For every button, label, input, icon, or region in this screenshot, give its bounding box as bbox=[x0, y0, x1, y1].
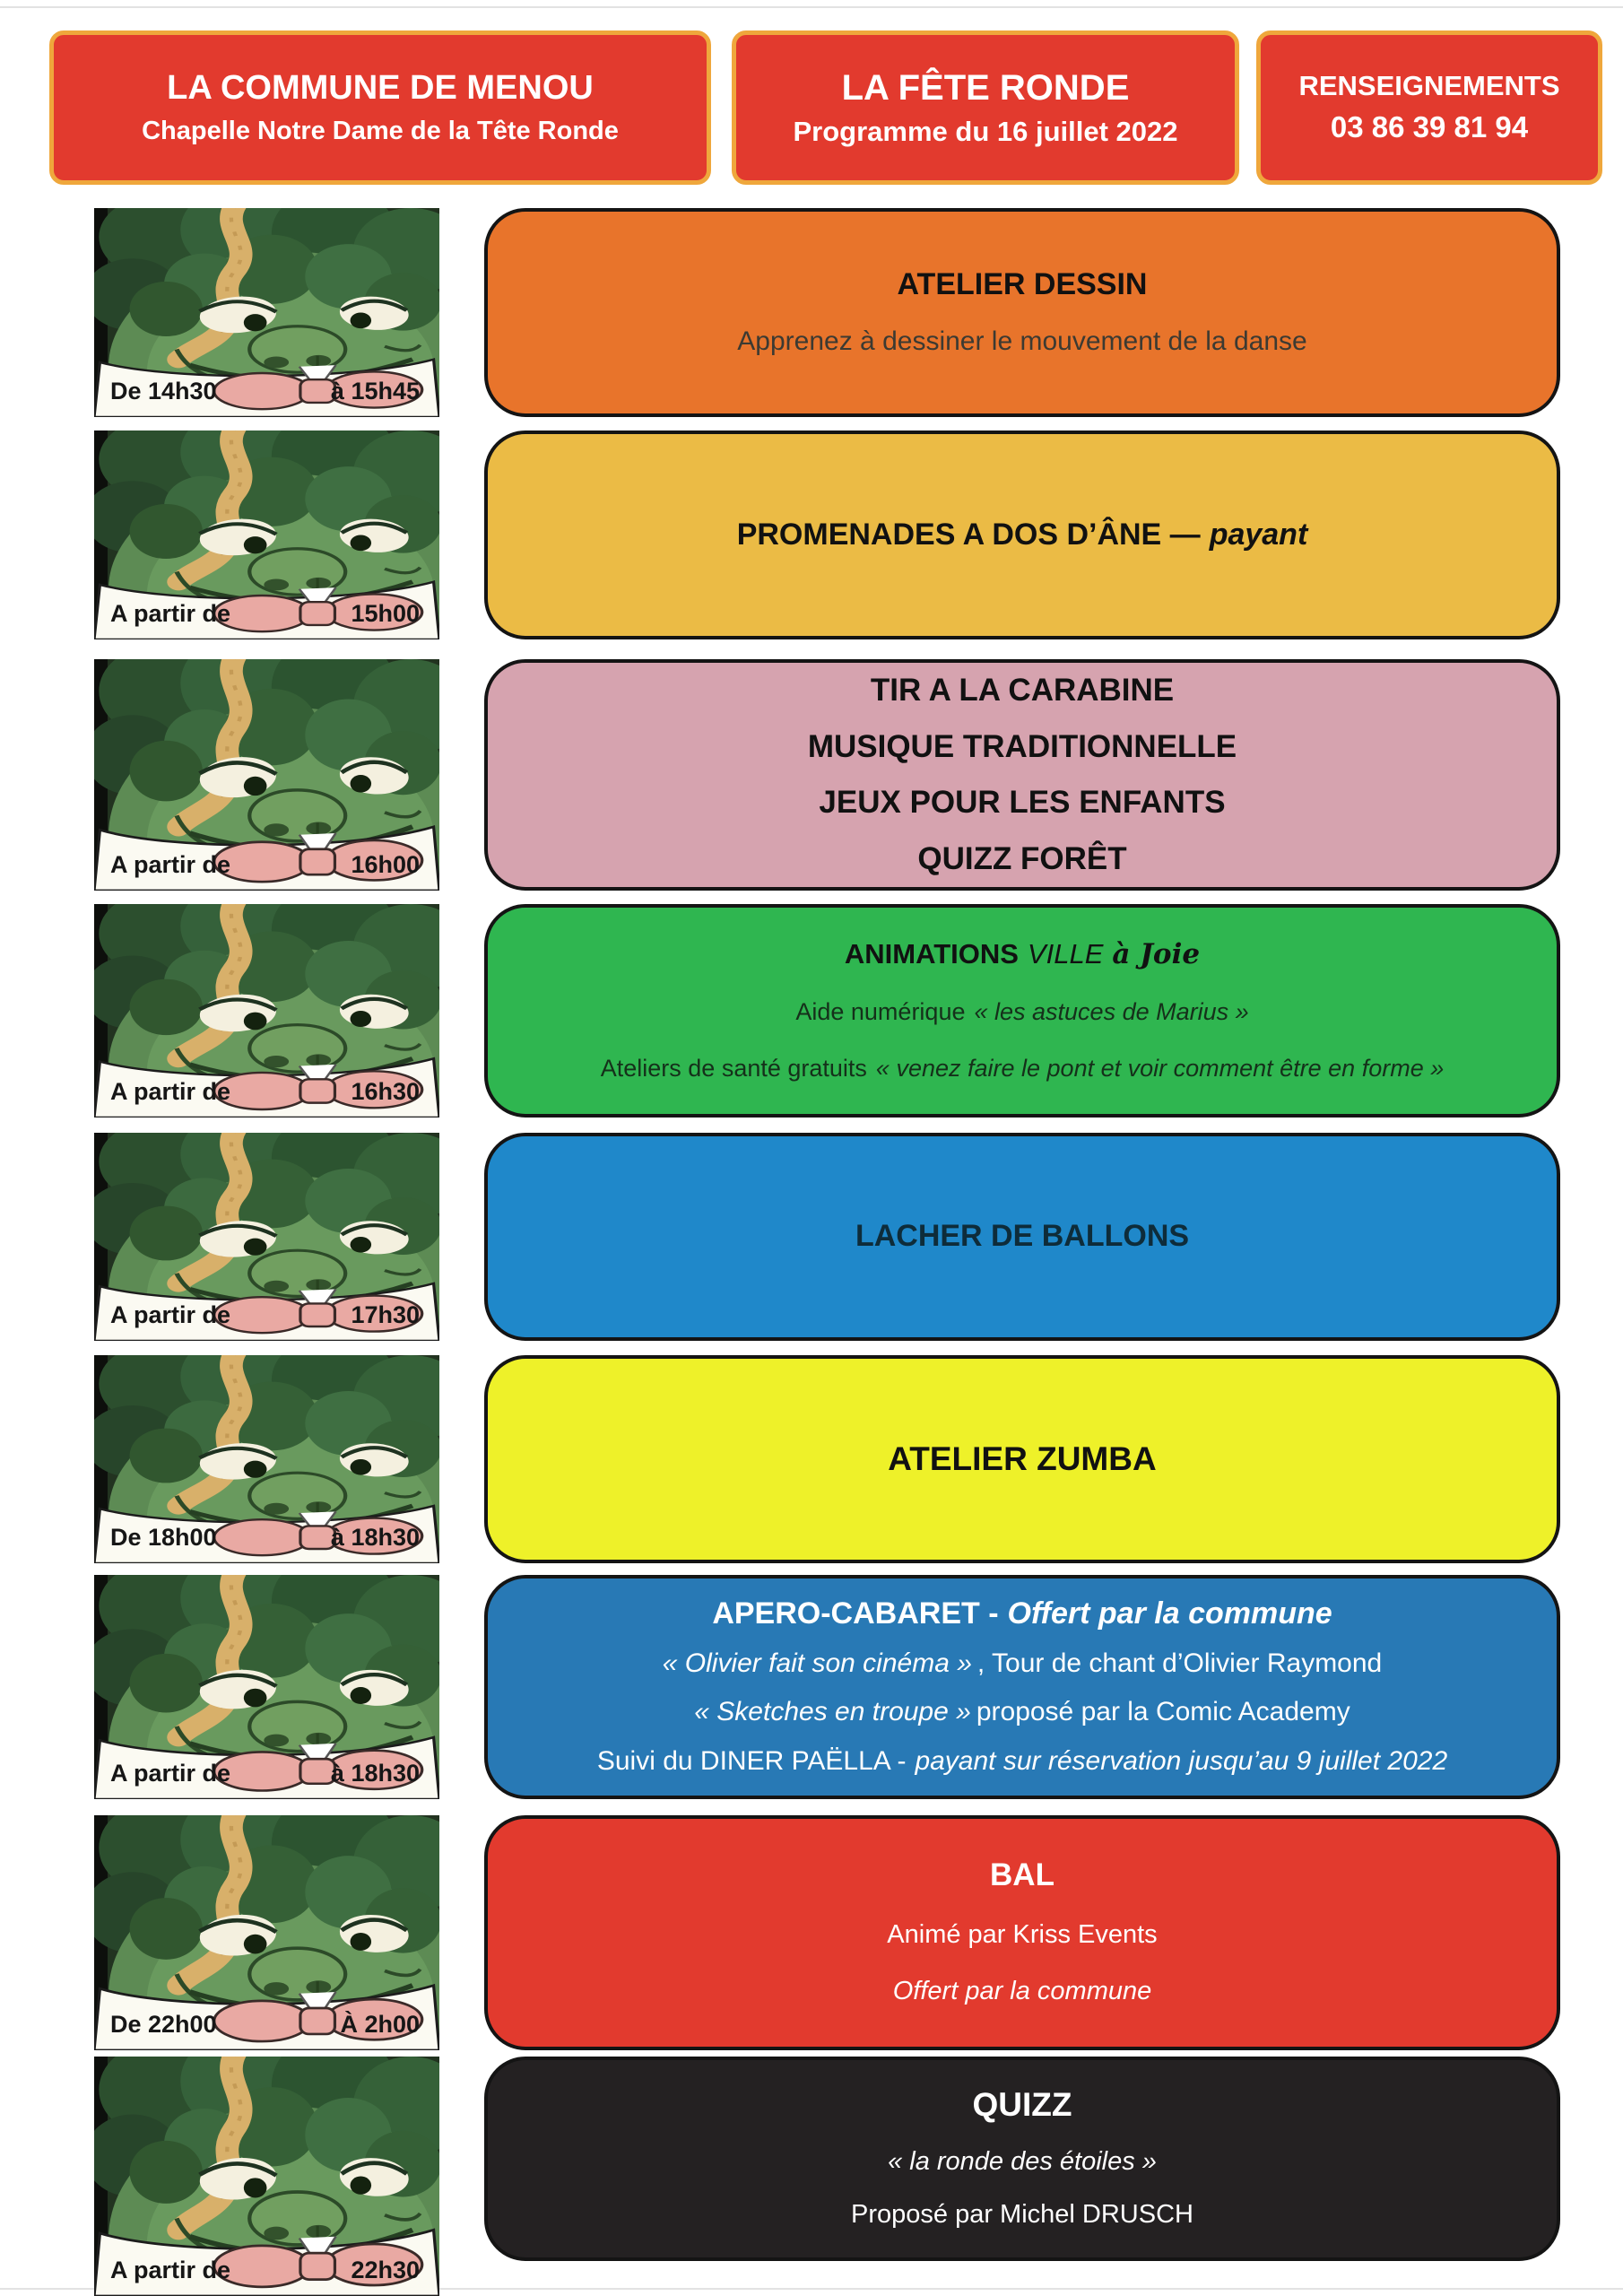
mascot-image bbox=[94, 1815, 439, 2050]
mascot-image bbox=[94, 2057, 439, 2296]
time-label-start: A partir de bbox=[110, 600, 231, 627]
event-description: Ateliers de santé gratuits « venez faire le pont et voir comment être en forme » bbox=[600, 1055, 1445, 1083]
time-label-end: 16h00 bbox=[351, 851, 420, 878]
event-card bbox=[484, 1815, 1560, 2050]
event-description: « Sketches en troupe » proposé par la Comic Academy bbox=[694, 1697, 1350, 1727]
event-row-promenades bbox=[94, 430, 1560, 639]
time-label-end: 22h30 bbox=[351, 2257, 420, 2283]
event-title-text: PROMENADES A DOS D’ÂNE — bbox=[736, 517, 1201, 552]
mascot-image bbox=[94, 659, 439, 891]
event-row-animations-fete bbox=[94, 659, 1560, 891]
event-title-text: ANIMATIONS bbox=[844, 937, 1019, 970]
mascot-image bbox=[94, 904, 439, 1118]
mascot-image bbox=[94, 208, 439, 417]
event-line: JEUX POUR LES ENFANTS bbox=[819, 785, 1226, 820]
time-label-end: À 2h00 bbox=[340, 2011, 420, 2038]
event-title-note: payant bbox=[1209, 517, 1308, 552]
event-title bbox=[845, 939, 1200, 970]
time-label-start: A partir de bbox=[110, 1760, 231, 1787]
event-line: MUSIQUE TRADITIONNELLE bbox=[807, 728, 1237, 764]
event-title: QUIZZ bbox=[972, 2086, 1072, 2124]
event-title: ATELIER ZUMBA bbox=[888, 1439, 1157, 1477]
time-label-start: De 14h30 bbox=[110, 378, 217, 404]
time-label-start: De 22h00 bbox=[110, 2011, 217, 2038]
time-label-start: A partir de bbox=[110, 851, 231, 878]
time-label-start: A partir de bbox=[110, 1078, 231, 1105]
event-description: Animé par Kriss Events bbox=[887, 1919, 1158, 1949]
header-box-event bbox=[732, 30, 1239, 185]
event-description: Apprenez à dessiner le mouvement de la danse bbox=[737, 326, 1307, 356]
scan-artifact-line bbox=[0, 6, 1623, 8]
event-title: LACHER DE BALLONS bbox=[855, 1219, 1190, 1254]
mascot-image bbox=[94, 1133, 439, 1341]
event-card bbox=[484, 208, 1560, 417]
event-line: TIR A LA CARABINE bbox=[870, 673, 1175, 708]
event-description: Suivi du DINER PAËLLA - payant sur réservation jusqu’au 9 juillet 2022 bbox=[596, 1745, 1448, 1776]
commune-title: LA COMMUNE DE MENOU bbox=[167, 68, 594, 107]
event-card bbox=[484, 2057, 1560, 2261]
event-card bbox=[484, 1355, 1560, 1563]
event-title-brand-script: à Joie bbox=[1112, 937, 1201, 970]
event-row-lacher-ballons bbox=[94, 1133, 1560, 1341]
contact-phone: 03 86 39 81 94 bbox=[1330, 109, 1529, 144]
event-description: Aide numérique « les astuces de Marius » bbox=[795, 998, 1249, 1025]
contact-title: RENSEIGNEMENTS bbox=[1298, 70, 1560, 102]
time-label-end: 17h30 bbox=[351, 1301, 420, 1328]
event-card bbox=[484, 659, 1560, 891]
event-title: BAL bbox=[990, 1857, 1055, 1893]
event-row-bal bbox=[94, 1815, 1560, 2050]
time-label-end: à 18h30 bbox=[330, 1760, 420, 1787]
event-description: « Olivier fait son cinéma » , Tour de chant d’Olivier Raymond bbox=[662, 1648, 1383, 1678]
event-card bbox=[484, 904, 1560, 1118]
event-title-note: Offert par la commune bbox=[1007, 1596, 1332, 1631]
event-subtitle: Programme du 16 juillet 2022 bbox=[793, 115, 1178, 147]
time-label-start: A partir de bbox=[110, 2257, 231, 2283]
event-card bbox=[484, 1133, 1560, 1341]
event-line: QUIZZ FORÊT bbox=[917, 840, 1127, 876]
event-row-ville-a-joie bbox=[94, 904, 1560, 1118]
event-title: LA FÊTE RONDE bbox=[841, 67, 1130, 108]
mascot-image bbox=[94, 430, 439, 639]
time-label-end: à 18h30 bbox=[330, 1524, 420, 1551]
event-card bbox=[484, 430, 1560, 639]
mascot-image bbox=[94, 1575, 439, 1799]
time-label-end: 15h00 bbox=[351, 600, 420, 627]
event-row-atelier-zumba bbox=[94, 1355, 1560, 1563]
event-title-text: APERO-CABARET - bbox=[712, 1596, 999, 1631]
event-description: Offert par la commune bbox=[892, 1977, 1152, 2006]
event-title bbox=[712, 1597, 1332, 1631]
time-label-end: à 15h45 bbox=[330, 378, 420, 404]
event-row-atelier-dessin bbox=[94, 208, 1560, 417]
commune-subtitle: Chapelle Notre Dame de la Tête Ronde bbox=[142, 116, 619, 145]
time-label-start: A partir de bbox=[110, 1301, 231, 1328]
time-label-end: 16h30 bbox=[351, 1078, 420, 1105]
header-box-contact bbox=[1256, 30, 1602, 185]
event-card bbox=[484, 1575, 1560, 1799]
header-box-commune bbox=[49, 30, 711, 185]
event-row-apero-cabaret bbox=[94, 1575, 1560, 1799]
header bbox=[49, 30, 1602, 185]
event-description: « la ronde des étoiles » bbox=[888, 2147, 1157, 2176]
event-description: Proposé par Michel DRUSCH bbox=[851, 2200, 1193, 2230]
event-title-brand: VILLE bbox=[1027, 937, 1104, 970]
event-row-quizz bbox=[94, 2057, 1560, 2283]
event-title: ATELIER DESSIN bbox=[897, 266, 1148, 301]
mascot-image bbox=[94, 1355, 439, 1563]
time-label-start: De 18h00 bbox=[110, 1524, 217, 1551]
event-title bbox=[737, 518, 1308, 552]
